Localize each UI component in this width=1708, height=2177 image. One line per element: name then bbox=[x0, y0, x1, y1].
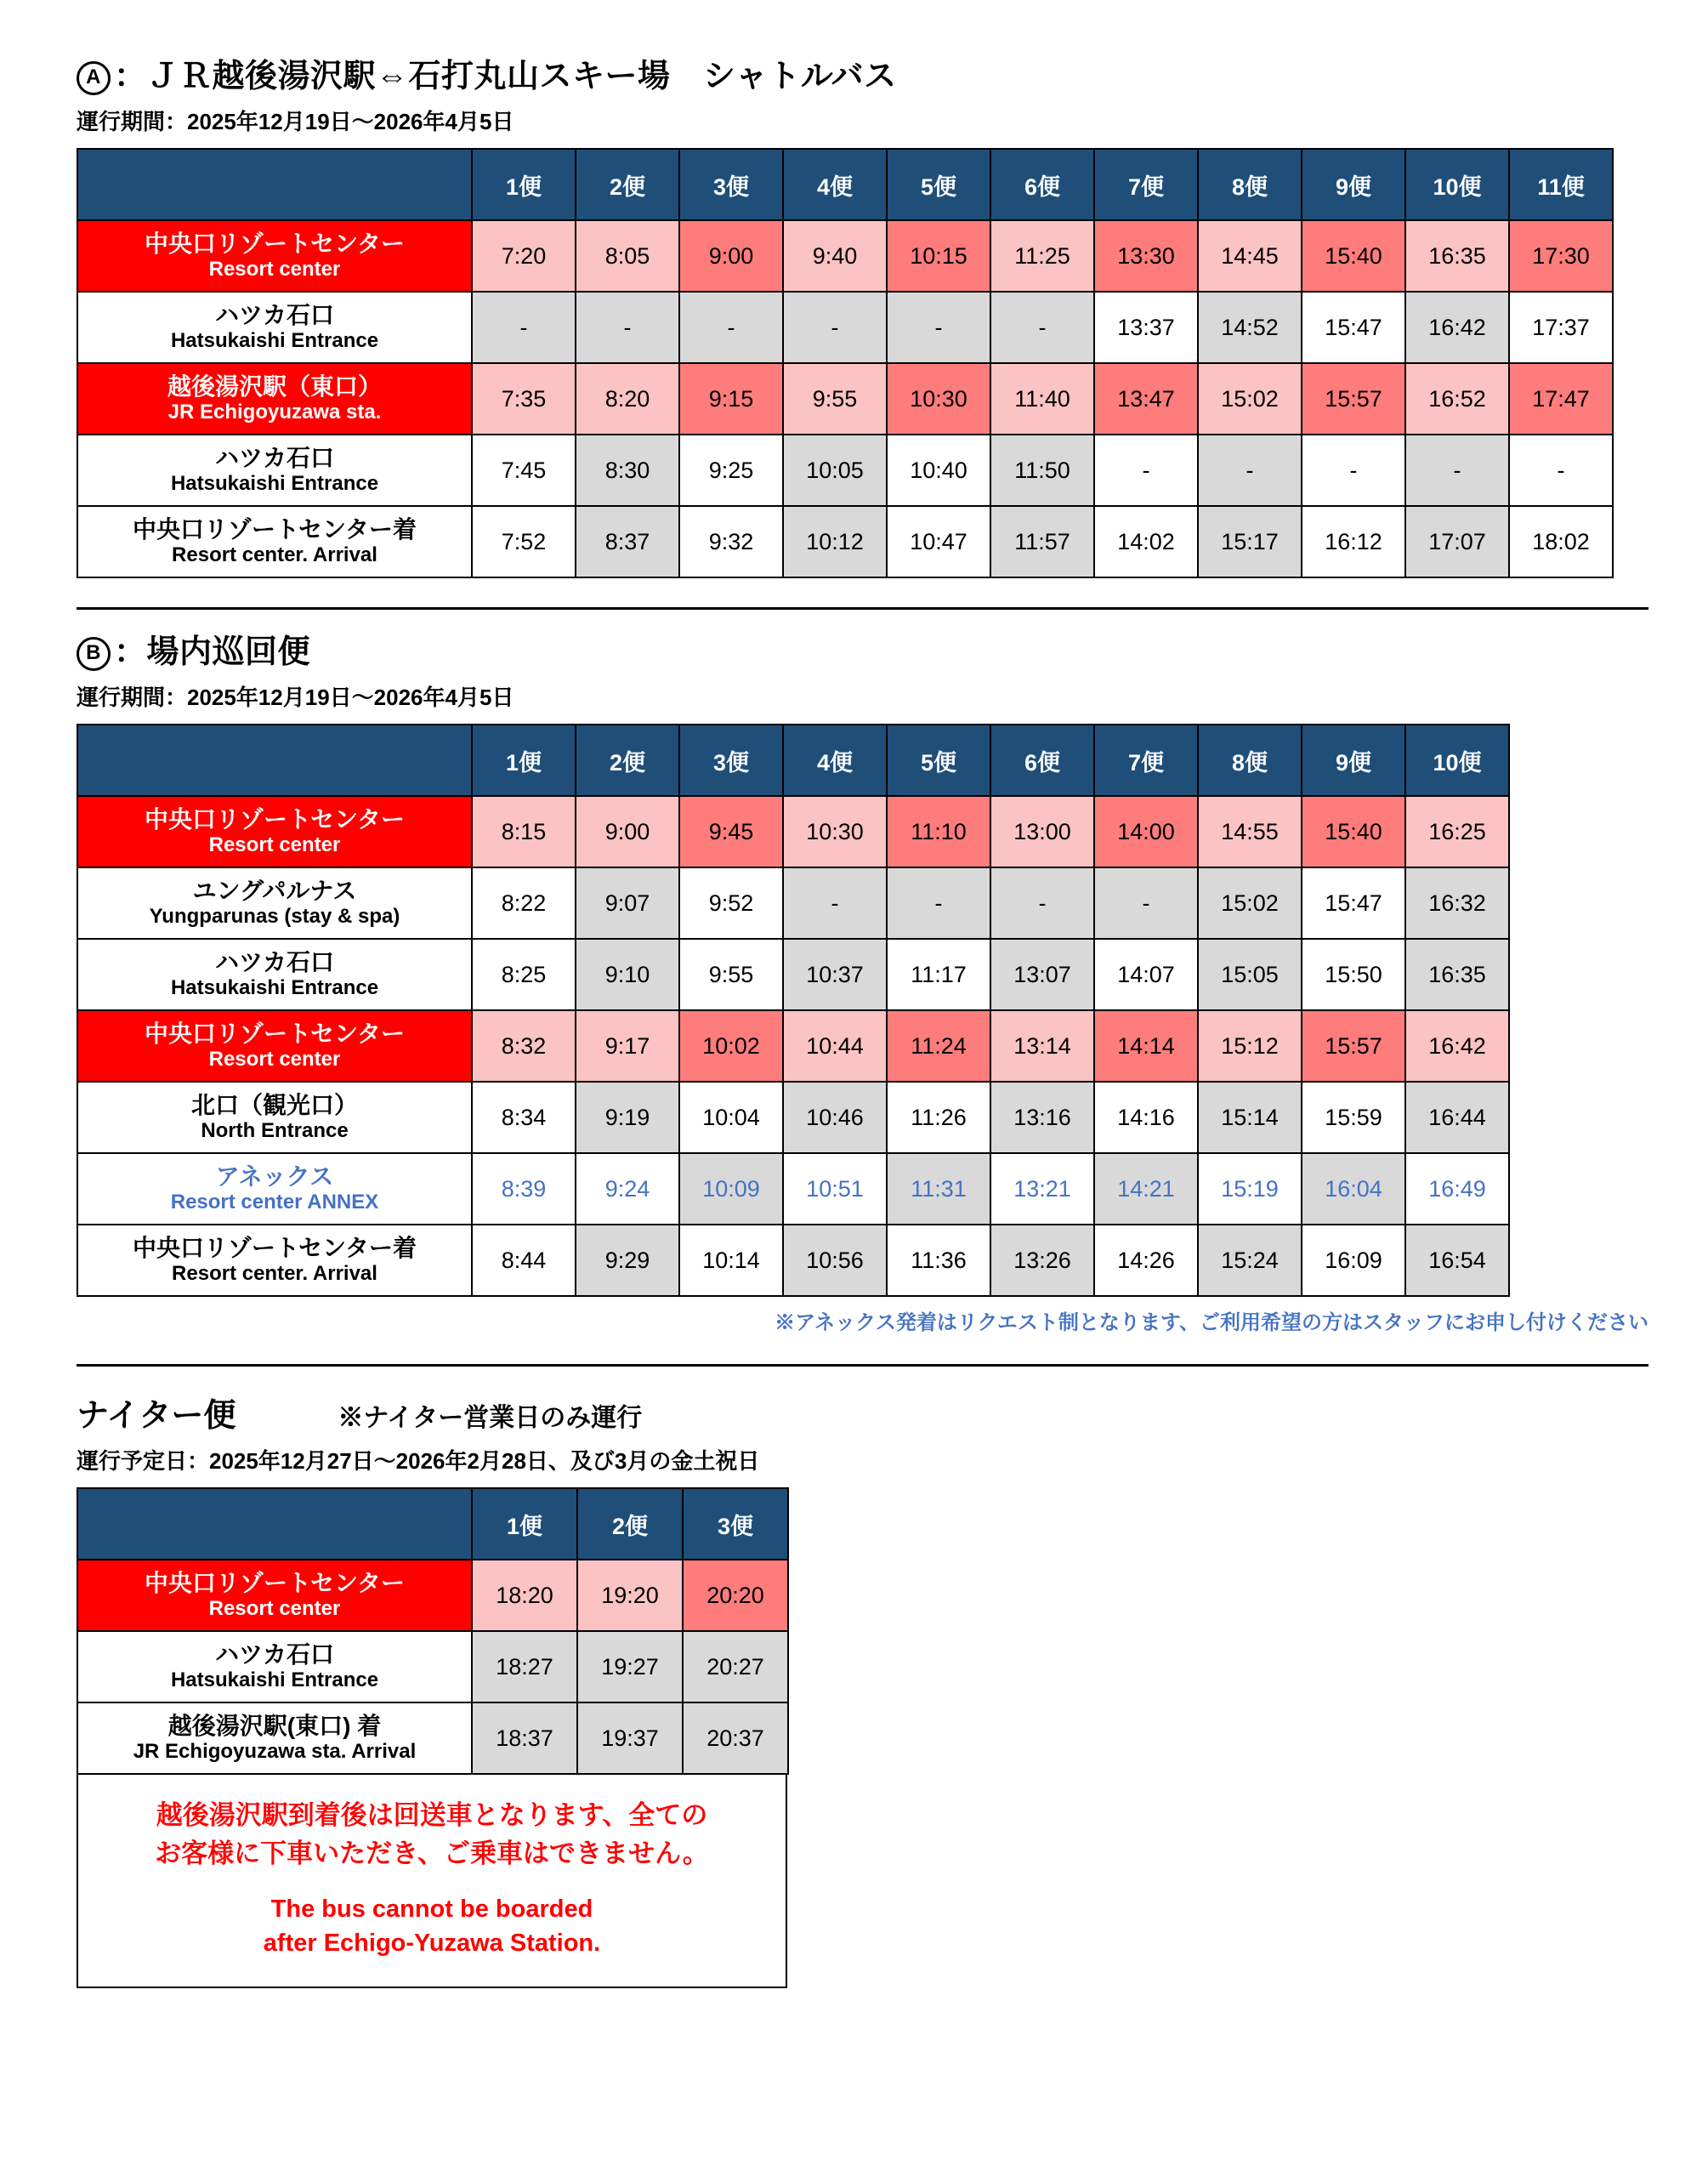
departure-time-cell: - bbox=[783, 292, 887, 363]
departure-time-cell: 9:52 bbox=[679, 867, 783, 939]
stop-name-jp: 北口（観光口） bbox=[190, 1092, 358, 1119]
departure-time-cell: 9:24 bbox=[576, 1153, 679, 1225]
departure-time-cell: 15:02 bbox=[1198, 363, 1302, 435]
departure-time-cell: 9:29 bbox=[576, 1225, 679, 1296]
departure-time-cell: 10:14 bbox=[679, 1225, 783, 1296]
departure-time-cell: 16:54 bbox=[1405, 1225, 1509, 1296]
departure-time-cell: 8:34 bbox=[472, 1082, 576, 1153]
stop-name-cell bbox=[77, 363, 472, 435]
departure-time-cell: - bbox=[783, 867, 887, 939]
night-notice-jp-line1: 越後湯沢駅到着後は回送車となります、全ての bbox=[156, 1800, 708, 1830]
departure-time-cell: 15:02 bbox=[1198, 867, 1302, 939]
departure-time-cell: 16:35 bbox=[1405, 939, 1509, 1010]
trip-column-header: 10便 bbox=[1405, 725, 1509, 796]
departure-time-cell: 20:20 bbox=[683, 1560, 788, 1631]
departure-time-cell: 17:30 bbox=[1509, 220, 1613, 292]
departure-time-cell: - bbox=[679, 292, 783, 363]
stop-name-jp: ハツカ石口 bbox=[214, 949, 334, 976]
trip-column-header: 8便 bbox=[1198, 725, 1302, 796]
departure-time-cell: 9:19 bbox=[576, 1082, 679, 1153]
departure-time-cell: 10:47 bbox=[887, 506, 990, 577]
trip-column-header: 4便 bbox=[783, 725, 887, 796]
night-notice-jp-line2: お客様に下車いただき、ご乗車はできません。 bbox=[155, 1838, 709, 1868]
table-row bbox=[77, 506, 1613, 577]
stop-name-en: Resort center. Arrival bbox=[172, 1262, 377, 1286]
departure-time-cell: 11:31 bbox=[887, 1153, 990, 1225]
trip-column-header: 3便 bbox=[679, 149, 783, 220]
section-night bbox=[77, 1389, 1648, 1988]
departure-time-cell: 16:09 bbox=[1302, 1225, 1405, 1296]
departure-time-cell: 19:37 bbox=[577, 1702, 683, 1774]
trip-column-header: 1便 bbox=[472, 725, 576, 796]
trip-column-header: 2便 bbox=[577, 1488, 683, 1560]
night-title: ナイター便 bbox=[77, 1398, 236, 1434]
departure-time-cell: 9:55 bbox=[679, 939, 783, 1010]
night-subtitle: ※ナイター営業日のみ運行 bbox=[338, 1404, 643, 1432]
departure-time-cell: 15:24 bbox=[1198, 1225, 1302, 1296]
departure-time-cell: - bbox=[1094, 867, 1198, 939]
stop-name-jp: アネックス bbox=[215, 1163, 334, 1191]
stop-name-en: Hatsukaishi Entrance bbox=[170, 976, 379, 1000]
divider-2 bbox=[77, 1364, 1648, 1367]
stop-column-header bbox=[77, 725, 472, 796]
table-row bbox=[77, 435, 1613, 506]
stop-name-cell bbox=[77, 1153, 472, 1225]
departure-time-cell: 15:40 bbox=[1302, 796, 1405, 867]
departure-time-cell: 18:02 bbox=[1509, 506, 1613, 577]
departure-time-cell: 16:32 bbox=[1405, 867, 1509, 939]
departure-time-cell: 8:39 bbox=[472, 1153, 576, 1225]
departure-time-cell: 14:16 bbox=[1094, 1082, 1198, 1153]
trip-column-header: 7便 bbox=[1094, 149, 1198, 220]
departure-time-cell: 14:55 bbox=[1198, 796, 1302, 867]
trip-column-header: 5便 bbox=[887, 149, 990, 220]
night-period: 運行予定日：2025年12月27日〜2026年2月28日、及び3月の金土祝日 bbox=[77, 1448, 760, 1474]
departure-time-cell: 13:21 bbox=[990, 1153, 1094, 1225]
departure-time-cell: 7:45 bbox=[472, 435, 576, 506]
stop-name-en: Resort center bbox=[208, 833, 341, 857]
departure-time-cell: - bbox=[887, 867, 990, 939]
departure-time-cell: 9:32 bbox=[679, 506, 783, 577]
stop-name-en: Resort center. Arrival bbox=[172, 543, 377, 567]
departure-time-cell: 8:30 bbox=[576, 435, 679, 506]
departure-time-cell: 15:59 bbox=[1302, 1082, 1405, 1153]
night-notice-en-line2: after Echigo-Yuzawa Station. bbox=[263, 1930, 601, 1958]
trip-column-header: 3便 bbox=[683, 1488, 788, 1560]
departure-time-cell: 13:47 bbox=[1094, 363, 1198, 435]
stop-name-cell bbox=[77, 796, 472, 867]
departure-time-cell: 10:40 bbox=[887, 435, 990, 506]
departure-time-cell: 15:05 bbox=[1198, 939, 1302, 1010]
section-b-badge: B bbox=[77, 637, 111, 671]
section-a-period: 運行期間：2025年12月19日〜2026年4月5日 bbox=[77, 109, 514, 134]
departure-time-cell: 15:19 bbox=[1198, 1153, 1302, 1225]
trip-column-header: 9便 bbox=[1302, 725, 1405, 796]
night-notice-en-line1: The bus cannot be boarded bbox=[270, 1895, 593, 1923]
stop-name-cell bbox=[77, 506, 472, 577]
departure-time-cell: 9:40 bbox=[783, 220, 887, 292]
trip-column-header: 6便 bbox=[990, 149, 1094, 220]
stop-name-jp: 越後湯沢駅（東口） bbox=[167, 373, 382, 401]
schedule-table-a bbox=[77, 148, 1614, 578]
stop-name-jp: 中央口リゾートセンター bbox=[144, 1020, 406, 1048]
stop-name-cell bbox=[77, 1225, 472, 1296]
schedule-table-night bbox=[77, 1487, 789, 1775]
section-a-badge: A bbox=[77, 61, 111, 95]
trip-column-header: 11便 bbox=[1509, 149, 1613, 220]
departure-time-cell: 13:00 bbox=[990, 796, 1094, 867]
departure-time-cell: 16:42 bbox=[1405, 1010, 1509, 1082]
departure-time-cell: 8:25 bbox=[472, 939, 576, 1010]
departure-time-cell: 19:20 bbox=[577, 1560, 683, 1631]
departure-time-cell: 11:17 bbox=[887, 939, 990, 1010]
trip-column-header: 9便 bbox=[1302, 149, 1405, 220]
stop-name-jp: ユングパルナス bbox=[192, 878, 357, 905]
departure-time-cell: - bbox=[576, 292, 679, 363]
table-row bbox=[77, 796, 1509, 867]
departure-time-cell: 17:47 bbox=[1509, 363, 1613, 435]
departure-time-cell: 17:37 bbox=[1509, 292, 1613, 363]
departure-time-cell: 7:35 bbox=[472, 363, 576, 435]
trip-column-header: 2便 bbox=[576, 725, 679, 796]
departure-time-cell: 14:45 bbox=[1198, 220, 1302, 292]
departure-time-cell: - bbox=[1302, 435, 1405, 506]
departure-time-cell: - bbox=[1405, 435, 1509, 506]
night-notice-box bbox=[77, 1775, 787, 1988]
departure-time-cell: 16:04 bbox=[1302, 1153, 1405, 1225]
departure-time-cell: 14:07 bbox=[1094, 939, 1198, 1010]
departure-time-cell: 11:36 bbox=[887, 1225, 990, 1296]
table-row bbox=[77, 939, 1509, 1010]
departure-time-cell: - bbox=[1094, 435, 1198, 506]
departure-time-cell: 10:30 bbox=[887, 363, 990, 435]
departure-time-cell: 7:20 bbox=[472, 220, 576, 292]
departure-time-cell: 9:17 bbox=[576, 1010, 679, 1082]
stop-name-cell bbox=[77, 1631, 472, 1702]
stop-name-en: Resort center ANNEX bbox=[170, 1191, 379, 1214]
departure-time-cell: 10:09 bbox=[679, 1153, 783, 1225]
departure-time-cell: 8:15 bbox=[472, 796, 576, 867]
departure-time-cell: - bbox=[990, 867, 1094, 939]
departure-time-cell: 14:02 bbox=[1094, 506, 1198, 577]
departure-time-cell: 10:51 bbox=[783, 1153, 887, 1225]
departure-time-cell: 15:14 bbox=[1198, 1082, 1302, 1153]
stop-name-jp: 中央口リゾートセンター着 bbox=[132, 516, 417, 543]
departure-time-cell: 11:25 bbox=[990, 220, 1094, 292]
departure-time-cell: 10:46 bbox=[783, 1082, 887, 1153]
departure-time-cell: 19:27 bbox=[577, 1631, 683, 1702]
section-a-title-text: ：ＪＲ越後湯沢駅⇔石打丸山スキー場 シャトルバス bbox=[114, 59, 897, 94]
trip-column-header: 1便 bbox=[472, 1488, 577, 1560]
stop-name-jp: 中央口リゾートセンター bbox=[144, 806, 406, 833]
table-header-row bbox=[77, 1488, 788, 1560]
section-a bbox=[77, 49, 1648, 578]
trip-column-header: 10便 bbox=[1405, 149, 1509, 220]
departure-time-cell: 15:50 bbox=[1302, 939, 1405, 1010]
departure-time-cell: 11:40 bbox=[990, 363, 1094, 435]
table-row bbox=[77, 1153, 1509, 1225]
trip-column-header: 1便 bbox=[472, 149, 576, 220]
departure-time-cell: 8:32 bbox=[472, 1010, 576, 1082]
stop-name-en: Yungparunas (stay & spa) bbox=[149, 905, 400, 929]
stop-name-jp: 中央口リゾートセンター着 bbox=[132, 1235, 417, 1262]
annex-request-note: ※アネックス発着はリクエスト制となります、ご利用希望の方はスタッフにお申し付けください bbox=[775, 1311, 1648, 1334]
departure-time-cell: 16:42 bbox=[1405, 292, 1509, 363]
stop-name-en: Hatsukaishi Entrance bbox=[170, 329, 379, 353]
departure-time-cell: 7:52 bbox=[472, 506, 576, 577]
departure-time-cell: 8:05 bbox=[576, 220, 679, 292]
stop-name-cell bbox=[77, 435, 472, 506]
schedule-table-b bbox=[77, 724, 1510, 1297]
departure-time-cell: - bbox=[990, 292, 1094, 363]
stop-name-en: Hatsukaishi Entrance bbox=[170, 1668, 379, 1692]
section-b bbox=[77, 625, 1648, 1335]
stop-name-cell bbox=[77, 292, 472, 363]
departure-time-cell: 13:26 bbox=[990, 1225, 1094, 1296]
departure-time-cell: 13:16 bbox=[990, 1082, 1094, 1153]
departure-time-cell: - bbox=[887, 292, 990, 363]
departure-time-cell: 11:24 bbox=[887, 1010, 990, 1082]
table-row bbox=[77, 292, 1613, 363]
section-b-title-text: ：場内巡回便 bbox=[114, 634, 311, 670]
night-notice-jp bbox=[87, 1797, 777, 1873]
stop-name-jp: 中央口リゾートセンター bbox=[144, 230, 406, 258]
stop-name-jp: ハツカ石口 bbox=[214, 445, 334, 472]
departure-time-cell: 9:25 bbox=[679, 435, 783, 506]
stop-name-jp: 中央口リゾートセンター bbox=[144, 1570, 406, 1597]
trip-column-header: 6便 bbox=[990, 725, 1094, 796]
departure-time-cell: 18:27 bbox=[472, 1631, 577, 1702]
departure-time-cell: 16:35 bbox=[1405, 220, 1509, 292]
stop-name-cell bbox=[77, 1010, 472, 1082]
table-row bbox=[77, 1702, 788, 1774]
departure-time-cell: 11:57 bbox=[990, 506, 1094, 577]
table-header-row bbox=[77, 149, 1613, 220]
divider-1 bbox=[77, 607, 1648, 610]
table-row bbox=[77, 1560, 788, 1631]
stop-name-en: JR Echigoyuzawa sta. Arrival bbox=[133, 1740, 417, 1764]
departure-time-cell: 16:44 bbox=[1405, 1082, 1509, 1153]
departure-time-cell: 15:47 bbox=[1302, 292, 1405, 363]
departure-time-cell: 15:17 bbox=[1198, 506, 1302, 577]
departure-time-cell: 14:26 bbox=[1094, 1225, 1198, 1296]
departure-time-cell: 11:10 bbox=[887, 796, 990, 867]
departure-time-cell: 14:14 bbox=[1094, 1010, 1198, 1082]
departure-time-cell: 8:44 bbox=[472, 1225, 576, 1296]
departure-time-cell: 15:40 bbox=[1302, 220, 1405, 292]
trip-column-header: 4便 bbox=[783, 149, 887, 220]
departure-time-cell: 10:56 bbox=[783, 1225, 887, 1296]
departure-time-cell: 14:52 bbox=[1198, 292, 1302, 363]
departure-time-cell: 10:04 bbox=[679, 1082, 783, 1153]
stop-name-cell bbox=[77, 939, 472, 1010]
trip-column-header: 7便 bbox=[1094, 725, 1198, 796]
departure-time-cell: 10:05 bbox=[783, 435, 887, 506]
departure-time-cell: 14:21 bbox=[1094, 1153, 1198, 1225]
departure-time-cell: 10:12 bbox=[783, 506, 887, 577]
table-row bbox=[77, 1225, 1509, 1296]
departure-time-cell: 8:37 bbox=[576, 506, 679, 577]
departure-time-cell: 9:45 bbox=[679, 796, 783, 867]
departure-time-cell: 15:57 bbox=[1302, 363, 1405, 435]
stop-name-jp: ハツカ石口 bbox=[214, 302, 334, 329]
departure-time-cell: 13:37 bbox=[1094, 292, 1198, 363]
stop-name-jp: 越後湯沢駅(東口) 着 bbox=[167, 1713, 382, 1740]
departure-time-cell: 13:14 bbox=[990, 1010, 1094, 1082]
departure-time-cell: 10:30 bbox=[783, 796, 887, 867]
stop-name-en: North Entrance bbox=[201, 1119, 349, 1143]
departure-time-cell: 9:07 bbox=[576, 867, 679, 939]
stop-name-en: Hatsukaishi Entrance bbox=[170, 472, 379, 496]
departure-time-cell: 9:00 bbox=[576, 796, 679, 867]
departure-time-cell: 9:10 bbox=[576, 939, 679, 1010]
departure-time-cell: 20:37 bbox=[683, 1702, 788, 1774]
departure-time-cell: 8:22 bbox=[472, 867, 576, 939]
table-row bbox=[77, 220, 1613, 292]
stop-column-header bbox=[77, 1488, 472, 1560]
stop-name-en: Resort center bbox=[208, 258, 341, 281]
departure-time-cell: 9:15 bbox=[679, 363, 783, 435]
trip-column-header: 5便 bbox=[887, 725, 990, 796]
stop-name-cell bbox=[77, 220, 472, 292]
departure-time-cell: 15:47 bbox=[1302, 867, 1405, 939]
departure-time-cell: 13:07 bbox=[990, 939, 1094, 1010]
table-header-row bbox=[77, 725, 1509, 796]
stop-name-cell bbox=[77, 1702, 472, 1774]
departure-time-cell: 11:26 bbox=[887, 1082, 990, 1153]
departure-time-cell: 16:52 bbox=[1405, 363, 1509, 435]
table-row bbox=[77, 363, 1613, 435]
departure-time-cell: 10:44 bbox=[783, 1010, 887, 1082]
departure-time-cell: 20:27 bbox=[683, 1631, 788, 1702]
section-a-title bbox=[77, 49, 1648, 96]
departure-time-cell: - bbox=[1509, 435, 1613, 506]
departure-time-cell: 16:49 bbox=[1405, 1153, 1509, 1225]
table-row bbox=[77, 1631, 788, 1702]
stop-name-jp: ハツカ石口 bbox=[214, 1641, 334, 1668]
stop-column-header bbox=[77, 149, 472, 220]
departure-time-cell: 10:15 bbox=[887, 220, 990, 292]
departure-time-cell: 16:12 bbox=[1302, 506, 1405, 577]
trip-column-header: 3便 bbox=[679, 725, 783, 796]
stop-name-en: Resort center bbox=[208, 1048, 341, 1071]
night-notice-en bbox=[87, 1892, 777, 1961]
departure-time-cell: 18:20 bbox=[472, 1560, 577, 1631]
table-row bbox=[77, 1010, 1509, 1082]
stop-name-cell bbox=[77, 1082, 472, 1153]
departure-time-cell: 13:30 bbox=[1094, 220, 1198, 292]
departure-time-cell: 10:37 bbox=[783, 939, 887, 1010]
stop-name-en: JR Echigoyuzawa sta. bbox=[167, 401, 382, 424]
departure-time-cell: - bbox=[1198, 435, 1302, 506]
departure-time-cell: - bbox=[472, 292, 576, 363]
trip-column-header: 2便 bbox=[576, 149, 679, 220]
departure-time-cell: 14:00 bbox=[1094, 796, 1198, 867]
departure-time-cell: 11:50 bbox=[990, 435, 1094, 506]
table-row bbox=[77, 867, 1509, 939]
departure-time-cell: 16:25 bbox=[1405, 796, 1509, 867]
departure-time-cell: 8:20 bbox=[576, 363, 679, 435]
stop-name-cell bbox=[77, 867, 472, 939]
night-heading-row bbox=[77, 1389, 1648, 1435]
departure-time-cell: 18:37 bbox=[472, 1702, 577, 1774]
section-b-period: 運行期間：2025年12月19日〜2026年4月5日 bbox=[77, 685, 514, 710]
stop-name-cell bbox=[77, 1560, 472, 1631]
trip-column-header: 8便 bbox=[1198, 149, 1302, 220]
departure-time-cell: 10:02 bbox=[679, 1010, 783, 1082]
departure-time-cell: 15:57 bbox=[1302, 1010, 1405, 1082]
departure-time-cell: 9:55 bbox=[783, 363, 887, 435]
departure-time-cell: 17:07 bbox=[1405, 506, 1509, 577]
section-b-title bbox=[77, 625, 1648, 672]
departure-time-cell: 9:00 bbox=[679, 220, 783, 292]
stop-name-en: Resort center bbox=[208, 1597, 341, 1621]
table-row bbox=[77, 1082, 1509, 1153]
departure-time-cell: 15:12 bbox=[1198, 1010, 1302, 1082]
